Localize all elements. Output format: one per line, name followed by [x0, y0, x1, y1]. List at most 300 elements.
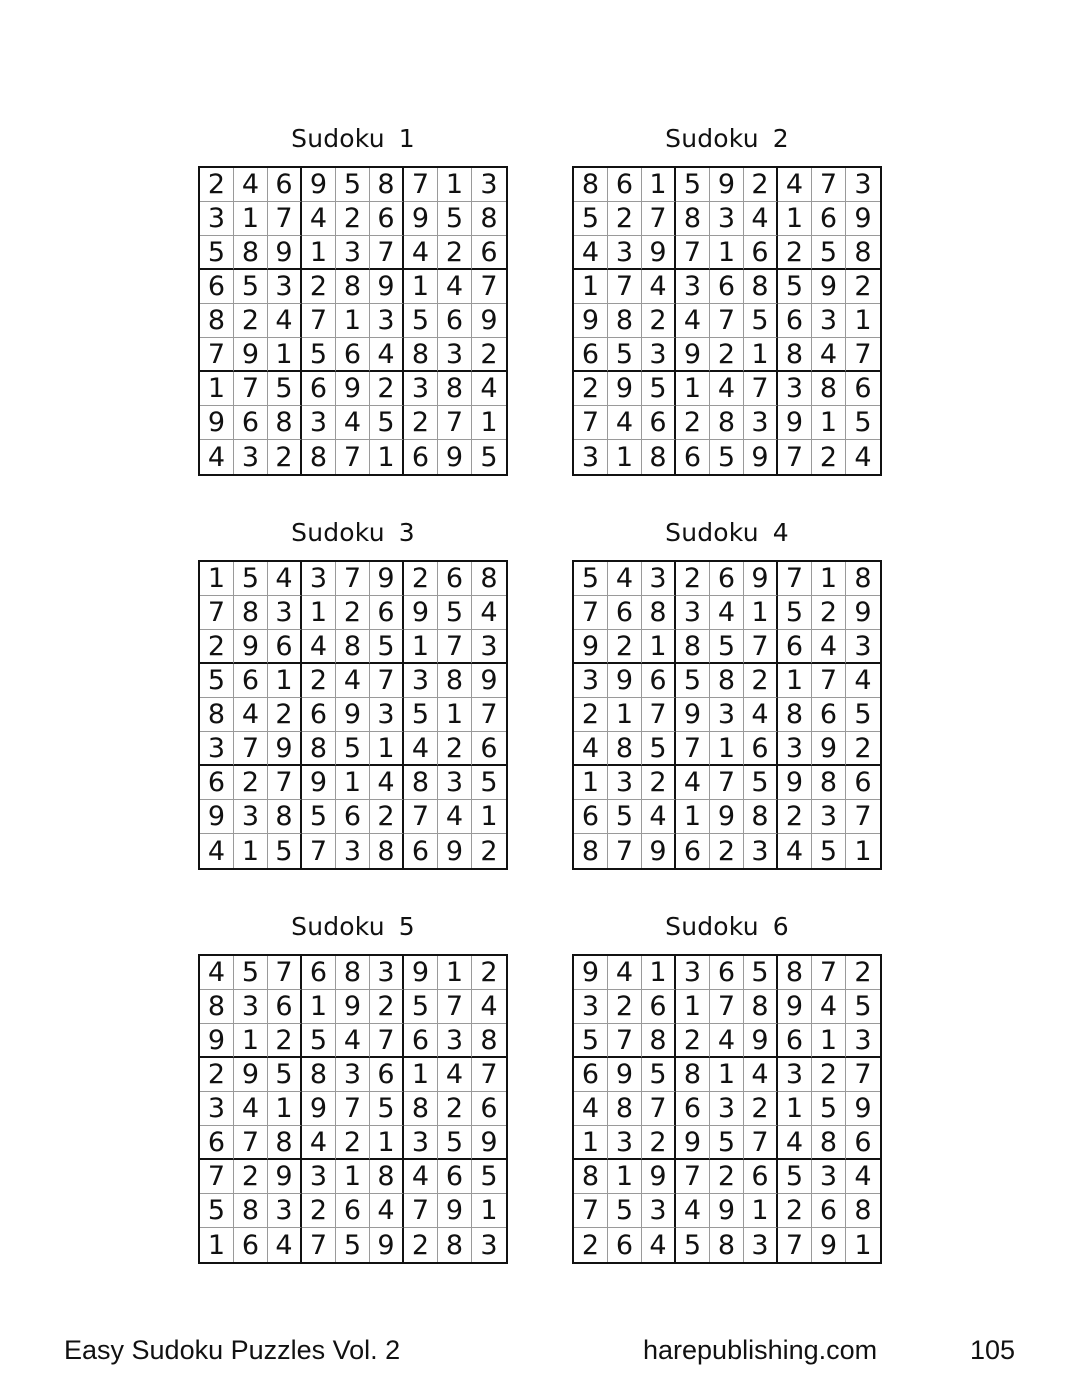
sudoku-cell: 6: [336, 1194, 370, 1228]
sudoku-cell: 9: [846, 596, 880, 630]
sudoku-cell: 7: [268, 956, 302, 990]
sudoku-cell: 7: [846, 800, 880, 834]
sudoku-cell: 7: [710, 304, 744, 338]
sudoku-cell: 1: [574, 1126, 608, 1160]
sudoku-cell: 2: [778, 800, 812, 834]
sudoku-cell: 3: [778, 372, 812, 406]
sudoku-cell: 3: [778, 732, 812, 766]
sudoku-cell: 3: [268, 270, 302, 304]
sudoku-cell: 3: [302, 562, 336, 596]
sudoku-cell: 6: [438, 304, 472, 338]
sudoku-cell: 4: [234, 168, 268, 202]
sudoku-cell: 1: [404, 630, 438, 664]
sudoku-cell: 3: [438, 338, 472, 372]
sudoku-cell: 5: [812, 236, 846, 270]
sudoku-cell: 8: [438, 372, 472, 406]
sudoku-cell: 6: [268, 990, 302, 1024]
sudoku-cell: 2: [642, 1126, 676, 1160]
sudoku-cell: 6: [200, 766, 234, 800]
sudoku-cell: 3: [370, 956, 404, 990]
sudoku-cell: 5: [370, 1092, 404, 1126]
sudoku-cell: 3: [200, 732, 234, 766]
sudoku-cell: 5: [302, 800, 336, 834]
sudoku-cell: 6: [812, 698, 846, 732]
puzzle-label: Sudoku: [665, 912, 759, 941]
sudoku-cell: 5: [778, 270, 812, 304]
sudoku-cell: 3: [336, 1058, 370, 1092]
sudoku-cell: 2: [302, 664, 336, 698]
sudoku-cell: 1: [472, 800, 506, 834]
sudoku-cell: 6: [438, 1160, 472, 1194]
sudoku-cell: 6: [200, 1126, 234, 1160]
sudoku-cell: 1: [302, 990, 336, 1024]
sudoku-cell: 8: [200, 698, 234, 732]
sudoku-cell: 8: [302, 732, 336, 766]
sudoku-cell: 7: [676, 236, 710, 270]
sudoku-cell: 5: [676, 664, 710, 698]
sudoku-cell: 2: [438, 732, 472, 766]
sudoku-cell: 4: [302, 630, 336, 664]
sudoku-cell: 2: [574, 1228, 608, 1262]
sudoku-cell: 3: [744, 406, 778, 440]
sudoku-cell: 9: [404, 202, 438, 236]
sudoku-cell: 8: [404, 338, 438, 372]
sudoku-cell: 2: [676, 1024, 710, 1058]
sudoku-cell: 6: [812, 1194, 846, 1228]
sudoku-cell: 9: [438, 1194, 472, 1228]
sudoku-cell: 7: [438, 990, 472, 1024]
sudoku-cell: 4: [608, 406, 642, 440]
sudoku-cell: 7: [778, 440, 812, 474]
sudoku-cell: 2: [744, 664, 778, 698]
puzzle-label: Sudoku: [665, 124, 759, 153]
sudoku-cell: 4: [778, 1126, 812, 1160]
sudoku-cell: 1: [854, 835, 872, 867]
sudoku-cell: 6: [234, 406, 268, 440]
sudoku-cell: 3: [480, 1229, 498, 1261]
sudoku-cell: 3: [778, 1058, 812, 1092]
sudoku-cell: 7: [812, 664, 846, 698]
sudoku-cell: 1: [472, 1194, 506, 1228]
sudoku-cell: 4: [438, 270, 472, 304]
sudoku-cell: 7: [608, 1024, 642, 1058]
sudoku-cell: 1: [778, 202, 812, 236]
sudoku-cell: 3: [846, 630, 880, 664]
sudoku-cell: 9: [744, 562, 778, 596]
sudoku-cell: 7: [438, 630, 472, 664]
sudoku-cell: 3: [676, 956, 710, 990]
sudoku-cell: 4: [676, 766, 710, 800]
sudoku-cell: 4: [336, 664, 370, 698]
sudoku-cell: 7: [200, 596, 234, 630]
sudoku-cell: 5: [744, 956, 778, 990]
sudoku-cell: 1: [472, 406, 506, 440]
sudoku-cell: 7: [676, 1160, 710, 1194]
sudoku-cell: 6: [370, 596, 404, 630]
sudoku-cell: 7: [778, 1228, 812, 1262]
sudoku-cell: 9: [370, 562, 404, 596]
sudoku-cell: 7: [268, 202, 302, 236]
sudoku-cell: 4: [608, 562, 642, 596]
sudoku-cell: 4: [302, 202, 336, 236]
sudoku-cell: 7: [642, 698, 676, 732]
sudoku-cell: 4: [472, 596, 506, 630]
sudoku-cell: 8: [676, 202, 710, 236]
sudoku-cell: 7: [812, 168, 846, 202]
sudoku-cell: 4: [438, 800, 472, 834]
sudoku-cell: 7: [574, 406, 608, 440]
sudoku-cell: 9: [642, 1160, 676, 1194]
sudoku-cell: 6: [676, 1092, 710, 1126]
sudoku-cell: 2: [200, 168, 234, 202]
sudoku-cell: 8: [574, 1160, 608, 1194]
sudoku-cell: 7: [302, 304, 336, 338]
sudoku-cell: 6: [438, 562, 472, 596]
sudoku-cell: 8: [642, 440, 676, 474]
sudoku-cell: 1: [268, 1092, 302, 1126]
sudoku-cell: 7: [336, 1092, 370, 1126]
sudoku-cell: 4: [370, 338, 404, 372]
sudoku-cell: 4: [608, 956, 642, 990]
sudoku-cell: 3: [846, 1024, 880, 1058]
sudoku-cell: 3: [676, 596, 710, 630]
sudoku-cell: 8: [574, 168, 608, 202]
sudoku-cell: 3: [302, 1160, 336, 1194]
sudoku-cell: 8: [302, 1058, 336, 1092]
sudoku-cell: 8: [642, 596, 676, 630]
sudoku-cell: 5: [710, 630, 744, 664]
sudoku-cell: 9: [574, 956, 608, 990]
sudoku-cell: 9: [404, 596, 438, 630]
sudoku-cell: 9: [370, 270, 404, 304]
sudoku-cell: 2: [744, 168, 778, 202]
sudoku-cell: 3: [608, 766, 642, 800]
sudoku-cell: 5: [778, 1160, 812, 1194]
sudoku-cell: 1: [812, 562, 846, 596]
sudoku-cell: 4: [642, 1228, 676, 1262]
sudoku-cell: 6: [676, 440, 710, 474]
sudoku-cell: 1: [642, 168, 676, 202]
sudoku-cell: 8: [574, 834, 608, 868]
sudoku-cell: 3: [642, 338, 676, 372]
sudoku-cell: 2: [472, 956, 506, 990]
sudoku-cell: 9: [778, 406, 812, 440]
sudoku-cell: 5: [234, 562, 268, 596]
sudoku-cell: 9: [574, 304, 608, 338]
sudoku-cell: 8: [234, 596, 268, 630]
sudoku-cell: 2: [472, 338, 506, 372]
sudoku-cell: 4: [404, 1160, 438, 1194]
sudoku-cell: 2: [608, 990, 642, 1024]
sudoku-cell: 4: [370, 766, 404, 800]
sudoku-cell: 7: [574, 596, 608, 630]
sudoku-cell: 1: [778, 664, 812, 698]
sudoku-cell: 7: [404, 1194, 438, 1228]
sudoku-cell: 5: [642, 372, 676, 406]
sudoku-cell: 1: [438, 168, 472, 202]
sudoku-cell: 9: [336, 990, 370, 1024]
sudoku-cell: 2: [574, 698, 608, 732]
sudoku-cell: 8: [404, 766, 438, 800]
sudoku-cell: 3: [574, 664, 608, 698]
sudoku-cell: 2: [846, 270, 880, 304]
sudoku-cell: 8: [336, 956, 370, 990]
sudoku-cell: 8: [778, 338, 812, 372]
sudoku-cell: 8: [472, 202, 506, 236]
sudoku-cell: 8: [642, 1024, 676, 1058]
sudoku-cell: 3: [268, 596, 302, 630]
sudoku-cell: 5: [268, 834, 302, 868]
sudoku-cell: 5: [574, 562, 608, 596]
sudoku-cell: 7: [710, 990, 744, 1024]
sudoku-cell: 8: [200, 990, 234, 1024]
sudoku-cell: 2: [778, 1194, 812, 1228]
sudoku-cell: 2: [370, 990, 404, 1024]
sudoku-cell: 5: [744, 304, 778, 338]
sudoku-cell: 1: [404, 1058, 438, 1092]
sudoku-cell: 9: [710, 800, 744, 834]
sudoku-cell: 4: [268, 304, 302, 338]
sudoku-cell: 6: [472, 1092, 506, 1126]
sudoku-cell: 6: [778, 1024, 812, 1058]
sudoku-cell: 4: [200, 834, 234, 868]
sudoku-cell: 5: [200, 664, 234, 698]
sudoku-cell: 9: [812, 732, 846, 766]
sudoku-cell: 6: [574, 1058, 608, 1092]
page-number: 105: [970, 1335, 1016, 1365]
sudoku-cell: 3: [710, 202, 744, 236]
sudoku-cell: 1: [302, 596, 336, 630]
sudoku-cell: 4: [574, 236, 608, 270]
sudoku-cell: 1: [336, 304, 370, 338]
sudoku-cell: 5: [710, 1126, 744, 1160]
sudoku-cell: 8: [336, 270, 370, 304]
puzzle-title: [572, 518, 882, 548]
sudoku-cell: 4: [642, 270, 676, 304]
sudoku-cell: 4: [268, 562, 302, 596]
puzzle-number: 4: [772, 518, 789, 547]
sudoku-cell: 5: [302, 1024, 336, 1058]
sudoku-cell: 9: [812, 1228, 846, 1262]
sudoku-cell: 9: [472, 304, 506, 338]
sudoku-cell: 4: [778, 834, 812, 868]
sudoku-cell: 3: [744, 834, 778, 868]
sudoku-cell: 1: [812, 406, 846, 440]
sudoku-cell: 2: [812, 440, 846, 474]
sudoku-cell: 6: [472, 236, 506, 270]
sudoku-cell: 6: [336, 800, 370, 834]
sudoku-cell: 5: [846, 698, 880, 732]
sudoku-cell: 5: [200, 236, 234, 270]
sudoku-cell: 6: [302, 698, 336, 732]
sudoku-cell: 9: [710, 168, 744, 202]
sudoku-cell: 7: [336, 562, 370, 596]
sudoku-cell: 5: [812, 1092, 846, 1126]
sudoku-cell: 7: [472, 1058, 506, 1092]
sudoku-cell: 2: [710, 1160, 744, 1194]
sudoku-cell: 9: [404, 956, 438, 990]
sudoku-cell: 2: [480, 835, 498, 867]
sudoku-cell: 5: [846, 990, 880, 1024]
sudoku-cell: 9: [336, 372, 370, 406]
sudoku-cell: 6: [404, 1024, 438, 1058]
sudoku-cell: 6: [778, 630, 812, 664]
sudoku-cell: 2: [574, 372, 608, 406]
sudoku-cell: 1: [608, 440, 642, 474]
sudoku-cell: 1: [200, 1228, 234, 1262]
sudoku-cell: 9: [778, 990, 812, 1024]
sudoku-cell: 5: [642, 1058, 676, 1092]
sudoku-cell: 8: [608, 732, 642, 766]
sudoku-cell: 9: [234, 630, 268, 664]
sudoku-cell: 9: [710, 1194, 744, 1228]
sudoku-cell: 6: [710, 562, 744, 596]
sudoku-cell: 1: [710, 236, 744, 270]
sudoku-cell: 4: [676, 1194, 710, 1228]
sudoku-cell: 7: [744, 1126, 778, 1160]
sudoku-cell: 3: [744, 1228, 778, 1262]
sudoku-cell: 6: [744, 1160, 778, 1194]
sudoku-cell: 3: [404, 664, 438, 698]
sudoku-cell: 3: [710, 1092, 744, 1126]
sudoku-cell: 9: [268, 732, 302, 766]
sudoku-cell: 1: [438, 698, 472, 732]
sudoku-cell: 3: [234, 800, 268, 834]
sudoku-cell: 1: [608, 698, 642, 732]
sudoku-cell: 6: [574, 800, 608, 834]
sudoku-cell: 7: [438, 406, 472, 440]
sudoku-cell: 8: [336, 630, 370, 664]
sudoku-cell: 1: [744, 338, 778, 372]
sudoku-cell: 3: [812, 800, 846, 834]
sudoku-cell: 8: [370, 168, 404, 202]
sudoku-cell: 6: [744, 236, 778, 270]
sudoku-cell: 1: [234, 1024, 268, 1058]
sudoku-cell: 1: [370, 1126, 404, 1160]
sudoku-cell: 3: [642, 562, 676, 596]
sudoku-cell: 6: [268, 630, 302, 664]
sudoku-cell: 2: [234, 304, 268, 338]
sudoku-cell: 5: [370, 630, 404, 664]
sudoku-cell: 7: [336, 440, 370, 474]
sudoku-cell: 1: [574, 766, 608, 800]
sudoku-cell: 7: [846, 1058, 880, 1092]
sudoku-cell: 7: [200, 338, 234, 372]
sudoku-cell: 9: [472, 664, 506, 698]
sudoku-cell: 3: [608, 236, 642, 270]
sudoku-cell: 8: [370, 1160, 404, 1194]
sudoku-cell: 2: [710, 338, 744, 372]
sudoku-cell: 8: [846, 1194, 880, 1228]
sudoku-cell: 8: [438, 1228, 472, 1262]
sudoku-cell: 7: [302, 834, 336, 868]
sudoku-cell: 6: [608, 1228, 642, 1262]
sudoku-cell: 8: [744, 270, 778, 304]
sudoku-cell: 1: [268, 338, 302, 372]
sudoku-cell: 5: [200, 1194, 234, 1228]
puzzle-title: [198, 124, 508, 154]
sudoku-cell: 9: [438, 834, 472, 868]
sudoku-cell: 7: [200, 1160, 234, 1194]
sudoku-cell: 4: [744, 698, 778, 732]
sudoku-cell: 8: [234, 1194, 268, 1228]
sudoku-cell: 6: [370, 202, 404, 236]
sudoku-cell: 9: [608, 1058, 642, 1092]
sudoku-cell: 6: [404, 440, 438, 474]
puzzle-number: 6: [772, 912, 789, 941]
sudoku-cell: 3: [608, 1126, 642, 1160]
sudoku-cell: 6: [200, 270, 234, 304]
sudoku-cell: 4: [710, 1024, 744, 1058]
sudoku-cell: 1: [676, 990, 710, 1024]
sudoku-cell: 5: [302, 338, 336, 372]
sudoku-cell: 3: [200, 1092, 234, 1126]
sudoku-cell: 6: [608, 596, 642, 630]
sudoku-cell: 1: [744, 1194, 778, 1228]
sudoku-cell: 2: [642, 304, 676, 338]
sudoku-cell: 8: [846, 236, 880, 270]
sudoku-cell: 3: [370, 304, 404, 338]
sudoku-cell: 8: [710, 664, 744, 698]
sudoku-cell: 5: [336, 732, 370, 766]
sudoku-cell: 4: [200, 440, 234, 474]
sudoku-cell: 7: [472, 698, 506, 732]
sudoku-cell: 8: [710, 1228, 744, 1262]
sudoku-cell: 7: [744, 372, 778, 406]
sudoku-cell: 5: [778, 596, 812, 630]
sudoku-cell: 2: [336, 202, 370, 236]
sudoku-cell: 9: [676, 1126, 710, 1160]
sudoku-cell: 9: [370, 1228, 404, 1262]
sudoku-cell: 4: [744, 1058, 778, 1092]
sudoku-cell: 9: [846, 202, 880, 236]
sudoku-cell: 8: [846, 562, 880, 596]
sudoku-cell: 7: [642, 1092, 676, 1126]
sudoku-cell: 2: [200, 1058, 234, 1092]
sudoku-cell: 8: [812, 766, 846, 800]
sudoku-cell: 6: [234, 664, 268, 698]
sudoku-cell: 1: [710, 1058, 744, 1092]
sudoku-cell: 7: [710, 766, 744, 800]
sudoku-cell: 5: [404, 990, 438, 1024]
sudoku-grid: [198, 166, 508, 476]
publisher-website: harepublishing.com: [643, 1335, 878, 1365]
sudoku-cell: 6: [710, 956, 744, 990]
sudoku-cell: 2: [268, 440, 302, 474]
puzzle-label: Sudoku: [665, 518, 759, 547]
sudoku-grid: [198, 560, 508, 870]
sudoku-grid: [572, 166, 882, 476]
sudoku-cell: 1: [846, 304, 880, 338]
sudoku-cell: 2: [812, 1058, 846, 1092]
sudoku-cell: 8: [268, 406, 302, 440]
sudoku-cell: 2: [336, 1126, 370, 1160]
sudoku-cell: 8: [268, 800, 302, 834]
sudoku-cell: 6: [472, 732, 506, 766]
sudoku-cell: 2: [200, 630, 234, 664]
sudoku-cell: 7: [812, 956, 846, 990]
sudoku-cell: 4: [812, 990, 846, 1024]
sudoku-cell: 2: [370, 800, 404, 834]
sudoku-cell: 5: [642, 732, 676, 766]
sudoku-cell: 5: [472, 1160, 506, 1194]
sudoku-cell: 9: [574, 630, 608, 664]
sudoku-cell: 2: [676, 562, 710, 596]
sudoku-cell: 4: [710, 372, 744, 406]
sudoku-cell: 2: [302, 270, 336, 304]
sudoku-cell: 4: [642, 800, 676, 834]
puzzle-number: 2: [772, 124, 789, 153]
